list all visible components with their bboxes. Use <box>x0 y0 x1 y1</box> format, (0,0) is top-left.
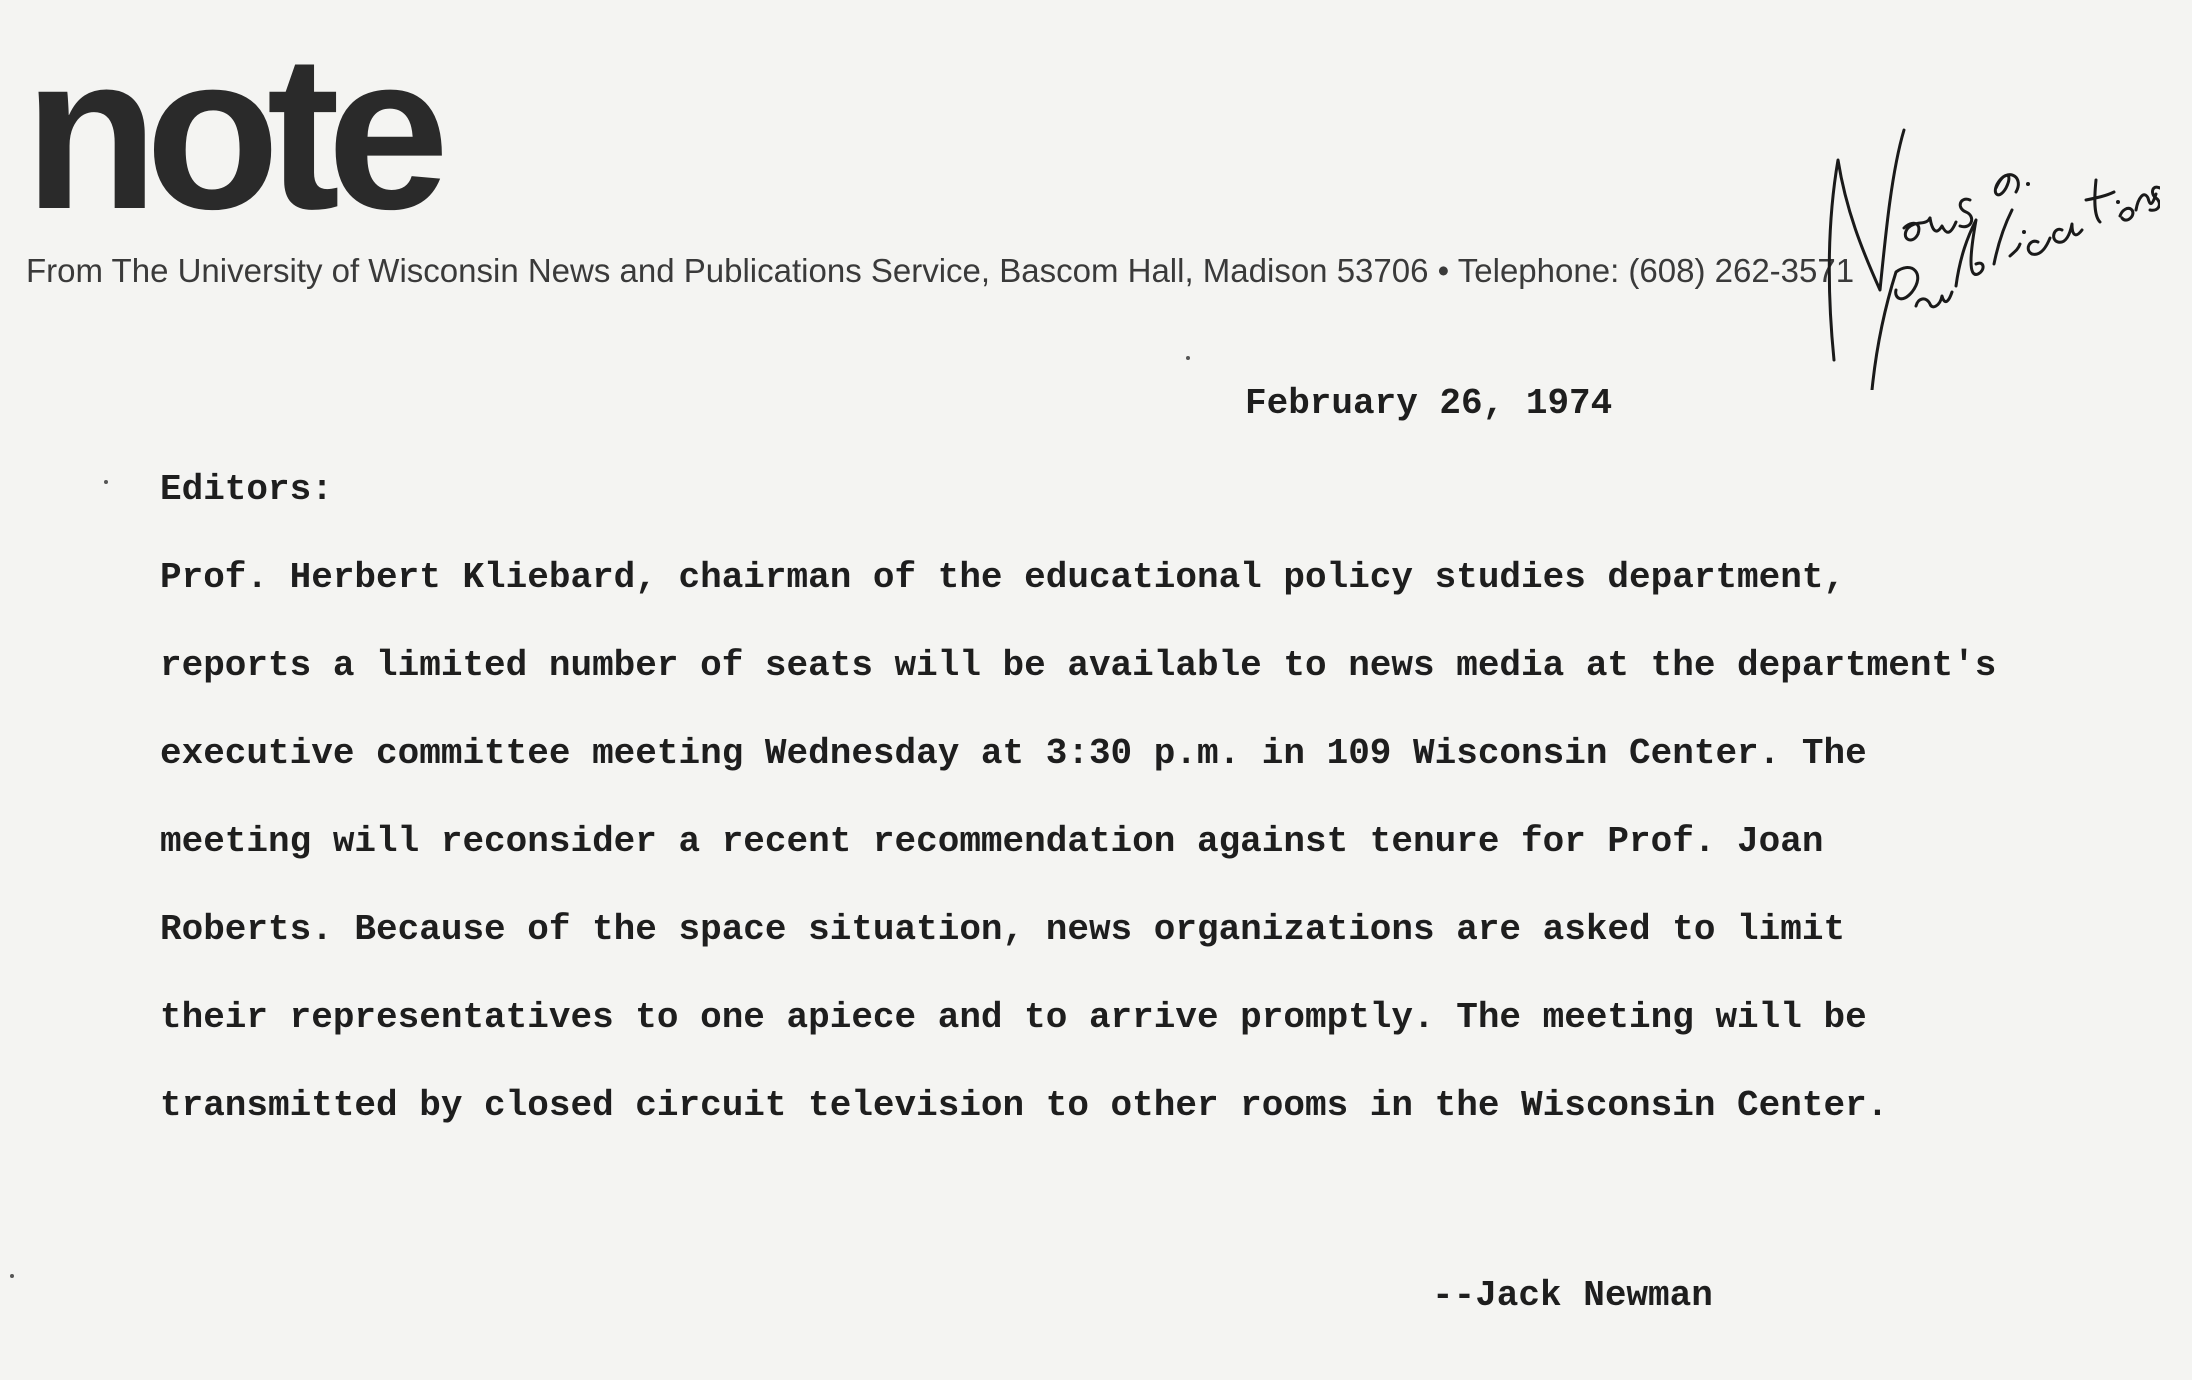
body-line: reports a limited number of seats will be available to news media at the department's <box>160 645 1997 686</box>
paper-speck <box>104 480 108 484</box>
paper-speck <box>1186 356 1190 360</box>
salutation: Editors: <box>160 469 333 510</box>
body-line: their representatives to one apiece and to arrive promptly. The meeting will be <box>160 997 1867 1038</box>
masthead-title: note <box>24 9 437 255</box>
body-line: transmitted by closed circuit television to other rooms in the Wisconsin Center. <box>160 1085 1889 1126</box>
body-line: meeting will reconsider a recent recommendation against tenure for Prof. Joan <box>160 821 1824 862</box>
masthead-address: From The University of Wisconsin News and Publications Service, Bascom Hall, Madison 53706 • Telephone: (608) 262-3571 <box>26 252 1855 289</box>
body-line: executive committee meeting Wednesday at 3:30 p.m. in 109 Wisconsin Center. The <box>160 733 1867 774</box>
body-line: Prof. Herbert Kliebard, chairman of the educational policy studies department, <box>160 557 1846 598</box>
letter-body <box>160 557 1997 1176</box>
body-line: Roberts. Because of the space situation, news organizations are asked to limit <box>160 909 1846 950</box>
paper-speck <box>10 1274 14 1278</box>
letter-date: February 26, 1974 <box>1245 383 1613 424</box>
signature: --Jack Newman <box>1432 1275 1713 1316</box>
handwritten-annotation <box>1800 60 2160 390</box>
